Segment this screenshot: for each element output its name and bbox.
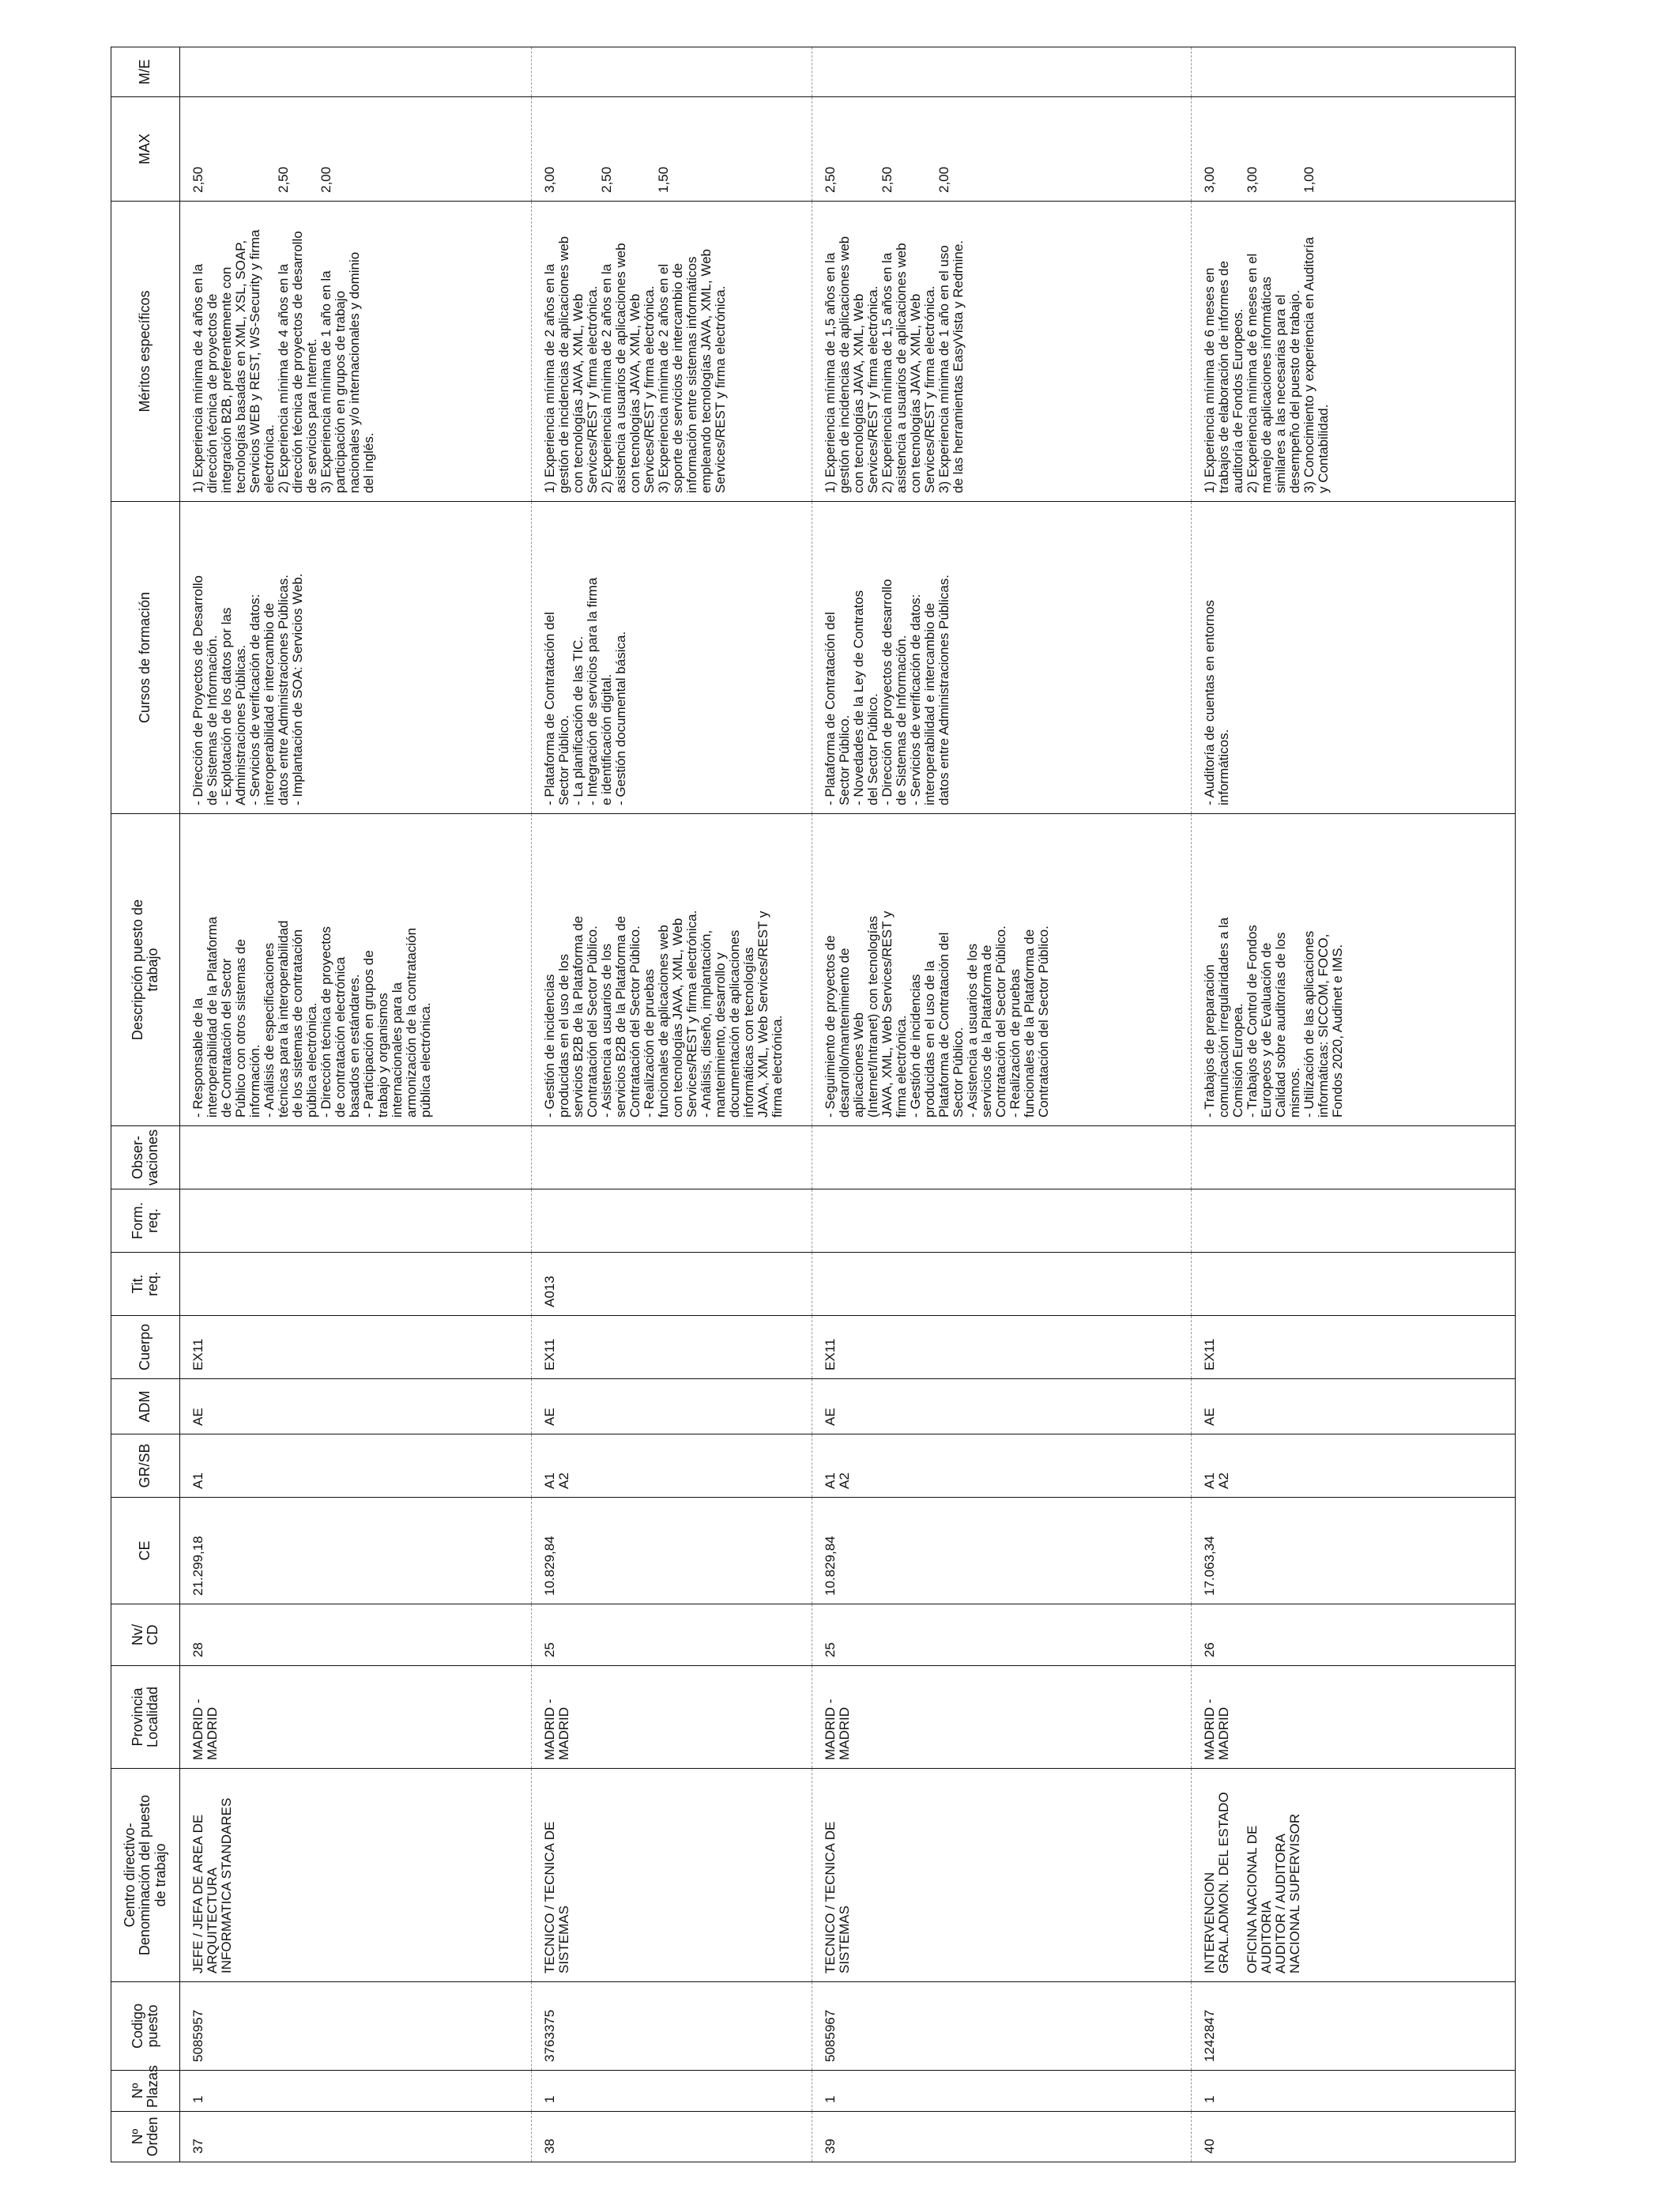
header-nivel: Nv/ CD <box>111 1604 180 1666</box>
cell-cuerpo: EX11 <box>532 1316 812 1379</box>
cell-provincia: MADRID - MADRID <box>532 1666 812 1769</box>
cell-orden: 40 <box>1192 2112 1516 2162</box>
cell-descripcion: - Seguimiento de proyectos de desarrollo/mantenimiento de aplicaciones Web (Internet/Intranet) con tecnologías JAVA, XML, Web Services/REST y firma electrónica. - Gestión de incidencias producidas en el uso de la Plataforma de Contratación del Sector Público. - Asistencia a usuarios de los servicios de la Plataforma de Contratación del Sector Público. - Realización de pruebas funcionales de la Plataforma de Contratación del Sector Público. <box>812 814 1192 1126</box>
table-row <box>812 47 1192 2162</box>
header-cuerpo: Cuerpo <box>111 1316 180 1379</box>
header-plazas: Nº Plazas <box>111 2071 180 2112</box>
cell-cursos: - Plataforma de Contratación del Sector Público. - La planificación de las TIC. - Integración de servicios para la firma e identificación digital. - Gestión documental básica. <box>532 502 812 814</box>
cell-tit: A013 <box>532 1253 812 1316</box>
table-row <box>1192 47 1516 2162</box>
cell-orden: 39 <box>812 2112 1192 2162</box>
cell-centro <box>812 1769 1192 1982</box>
cell-descripcion: - Gestión de incidencias producidas en el uso de los servicios B2B de la Plataforma de Contratación del Sector Público. - Asistencia a usuarios de los servicios B2B de la Plataforma de Contratación del Sector Público. - Realización de pruebas funcionales de aplicaciones web con tecnologías JAVA, XML, Web Services/REST y firma electrónica. - Análisis, diseño, implantación, mantenimiento, desarrollo y documentación de aplicaciones informáticas con tecnologías JAVA, XML, Web Services/REST y firma electrónica. <box>532 814 812 1126</box>
header-row <box>111 47 180 2162</box>
cell-descripcion: - Trabajos de preparación comunicación irregularidades a la Comisión Europea. - Trabajos de Control de Fondos Europeos y de Evaluación de Calidad sobre auditorías de los mismos. - Utilización de las aplicaciones informáticas: SICCOM, FOCO, Fondos 2020, Audinet e IMS. <box>1192 814 1516 1126</box>
cell-orden: 38 <box>532 2112 812 2162</box>
cell-meritos: 1) Experiencia mínima de 6 meses en trabajos de elaboración de informes de auditoría de Fondos Europeos. 2) Experiencia mínima de 6 meses en el manejo de aplicaciones informáticas similares a las necesarias para el desempeño del puesto de trabajo. 3) Conocimiento y experiencia en Auditoría y Contabilidad. <box>1192 202 1516 502</box>
header-max: MAX <box>111 97 180 202</box>
cell-plazas: 1 <box>532 2071 812 2112</box>
header-descripcion: Descripción puesto de trabajo <box>111 814 180 1126</box>
denominacion-puesto: AUDITOR / AUDITORA NACIONAL SUPERVISOR <box>1273 1813 1303 1973</box>
cell-cursos: - Auditoría de cuentas en entornos informáticos. <box>1192 502 1516 814</box>
cell-me <box>532 47 812 97</box>
table-row <box>532 47 812 2162</box>
cell-plazas: 1 <box>812 2071 1192 2112</box>
cell-max: 3,00 2,50 1,50 <box>532 97 812 202</box>
cell-ce: 10.829,84 <box>532 1498 812 1604</box>
positions-table <box>111 47 1516 2162</box>
header-ce: CE <box>111 1498 180 1604</box>
header-obs: Obser- vaciones <box>111 1126 180 1189</box>
header-codigo: Codigo puesto <box>111 1982 180 2071</box>
cell-meritos: 1) Experiencia mínima de 2 años en la gestión de incidencias de aplicaciones web con tecnologías JAVA, XML, Web Services/REST y firma electrónica. 2) Experiencia mínima de 2 años en la asistencia a usuarios de aplicaciones web con tecnologías JAVA, XML, Web Services/REST y firma electrónica. 3) Experiencia mínima de 2 años en el soporte de servicios de intercambio de información entre sistemas informáticos empleando tecnologías JAVA, XML, Web Services/REST y firma electrónica. <box>532 202 812 502</box>
cell-form <box>812 1189 1192 1253</box>
header-adm: ADM <box>111 1379 180 1434</box>
cell-form <box>532 1189 812 1253</box>
cell-nivel: 26 <box>1192 1604 1516 1666</box>
cell-adm: AE <box>812 1379 1192 1434</box>
cell-adm: AE <box>532 1379 812 1434</box>
cell-tit <box>812 1253 1192 1316</box>
cell-grsb: A1 A2 <box>1192 1434 1516 1498</box>
cell-grsb: A1 A2 <box>532 1434 812 1498</box>
table-row <box>180 47 532 2162</box>
cell-me <box>812 47 1192 97</box>
cell-provincia: MADRID - MADRID <box>812 1666 1192 1769</box>
cell-centro <box>532 1769 812 1982</box>
denominacion-puesto: TECNICO / TECNICA DE SISTEMAS <box>823 1821 853 1973</box>
cell-cursos: - Dirección de Proyectos de Desarrollo de Sistemas de Información. - Explotación de los datos por las Administraciones Públicas. - Servicios de verificación de datos: interoperabilidad e intercambio de datos entre Administraciones Públicas. - Implantación de SOA: Servicios Web. <box>180 502 532 814</box>
cell-me <box>180 47 532 97</box>
cell-obs <box>1192 1126 1516 1189</box>
cell-nivel: 25 <box>532 1604 812 1666</box>
header-meritos: Méritos específicos <box>111 202 180 502</box>
cell-obs <box>180 1126 532 1189</box>
header-provincia: Provincia Localidad <box>111 1666 180 1769</box>
cell-meritos: 1) Experiencia mínima de 1,5 años en la gestión de incidencias de aplicaciones web con tecnologías JAVA, XML, Web Services/REST y firma electrónica. 2) Experiencia mínima de 1,5 años en la asistencia a usuarios de aplicaciones web con tecnologías JAVA, XML, Web Services/REST y firma electrónica. 3) Experiencia mínima de 1 año en el uso de las herramientas EasyVista y Redmine. <box>812 202 1192 502</box>
cell-cuerpo: EX11 <box>180 1316 532 1379</box>
cell-cuerpo: EX11 <box>812 1316 1192 1379</box>
cell-max: 3,00 3,00 1,00 <box>1192 97 1516 202</box>
cell-meritos: 1) Experiencia mínima de 4 años en la dirección técnica de proyectos de integración B2B, preferentemente con tecnologías basadas en XML, XSL, SOAP, Servicios WEB y REST, WS-Security y firma electrónica. 2) Experiencia mínima de 4 años en la dirección técnica de proyectos de desarrollo de servicios para Internet. 3) Experiencia mínima de 1 año en la participación en grupos de trabajo nacionales y/o internacionales y dominio del inglés. <box>180 202 532 502</box>
header-cursos: Cursos de formación <box>111 502 180 814</box>
header-grsb: GR/SB <box>111 1434 180 1498</box>
cell-codigo: 5085967 <box>812 1982 1192 2071</box>
cell-codigo: 5085957 <box>180 1982 532 2071</box>
cell-max: 2,50 2,50 2,00 <box>812 97 1192 202</box>
cell-tit <box>180 1253 532 1316</box>
cell-adm: AE <box>180 1379 532 1434</box>
cell-plazas: 1 <box>180 2071 532 2112</box>
cell-cursos: - Plataforma de Contratación del Sector Público. - Novedades de la Ley de Contratos del Sector Público. - Dirección de proyectos de desarrollo de Sistemas de Información. - Servicios de verificación de datos: interoperabilidad e intercambio de datos entre Administraciones Públicas. <box>812 502 1192 814</box>
header-form: Form. req. <box>111 1189 180 1253</box>
cell-me <box>1192 47 1516 97</box>
cell-form <box>1192 1189 1516 1253</box>
cell-tit <box>1192 1253 1516 1316</box>
cell-plazas: 1 <box>1192 2071 1516 2112</box>
cell-grsb: A1 A2 <box>812 1434 1192 1498</box>
cell-nivel: 25 <box>812 1604 1192 1666</box>
cell-provincia: MADRID - MADRID <box>1192 1666 1516 1769</box>
cell-ce: 17.063,34 <box>1192 1498 1516 1604</box>
cell-provincia: MADRID - MADRID <box>180 1666 532 1769</box>
cell-ce: 10.829,84 <box>812 1498 1192 1604</box>
header-orden: Nº Orden <box>111 2112 180 2162</box>
cell-ce: 21.299,18 <box>180 1498 532 1604</box>
denominacion-puesto: TECNICO / TECNICA DE SISTEMAS <box>542 1821 572 1973</box>
cell-descripcion: - Responsable de la interoperabilidad de la Plataforma de Contratación del Sector Público con otros sistemas de información. - Análisis de especificaciones técnicas para la interoperabilidad de los sistemas de contratación pública electrónica. - Dirección técnica de proyectos de contratación electrónica basados en estándares. - Participación en grupos de trabajo y organismos internacionales para la armonización de la contratación pública electrónica. <box>180 814 532 1126</box>
cell-grsb: A1 <box>180 1434 532 1498</box>
denominacion-puesto: JEFE / JEFA DE AREA DE ARQUITECTURA INFORMATICA STANDARES <box>190 1797 235 1973</box>
cell-cuerpo: EX11 <box>1192 1316 1516 1379</box>
cell-form <box>180 1189 532 1253</box>
cell-centro <box>1192 1769 1516 1982</box>
centro-directivo: INTERVENCION GRAL.ADMON. DEL ESTADO OFICINA NACIONAL DE AUDITORIA <box>1202 1792 1275 1973</box>
cell-centro <box>180 1769 532 1982</box>
cell-obs <box>532 1126 812 1189</box>
cell-max: 2,50 2,50 2,00 <box>180 97 532 202</box>
cell-orden: 37 <box>180 2112 532 2162</box>
header-tit: Tit. req. <box>111 1253 180 1316</box>
cell-obs <box>812 1126 1192 1189</box>
header-centro: Centro directivo- Denominación del puesto de trabajo <box>111 1769 180 1982</box>
cell-codigo: 1242847 <box>1192 1982 1516 2071</box>
header-me: M/E <box>111 47 180 97</box>
cell-nivel: 28 <box>180 1604 532 1666</box>
cell-adm: AE <box>1192 1379 1516 1434</box>
cell-codigo: 3763375 <box>532 1982 812 2071</box>
